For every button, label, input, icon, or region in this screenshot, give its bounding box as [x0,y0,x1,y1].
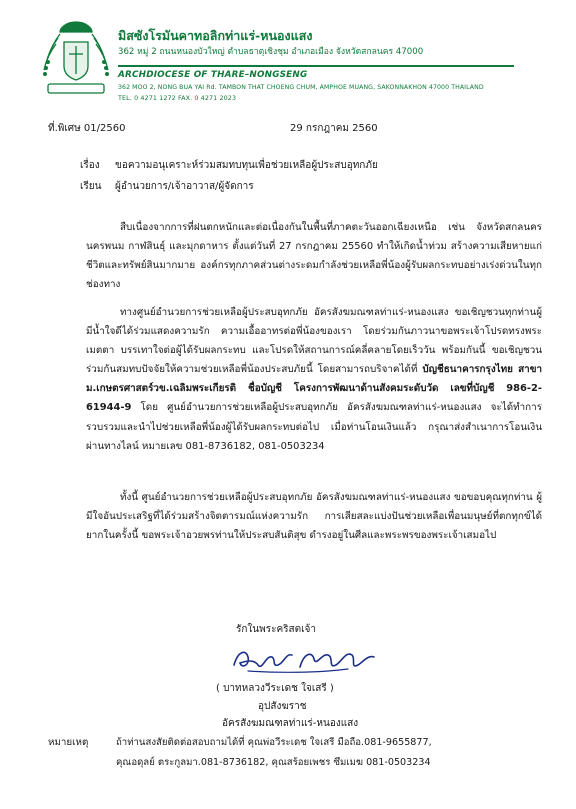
signatory-organization: อัครสังฆมณฑลท่าแร่-หนองแสง [222,718,359,729]
recipient-text: ผู้อำนวยการ/เจ้าอาวาส/ผู้จัดการ [115,181,254,192]
note-line-2: คุณอดุลย์ ตระกูลมา.081-8736182, คุณสร้อยเพชร ซึมเมฆ 081-0503234 [116,757,431,768]
signatory-title: อุปสังฆราช [258,701,307,712]
body-paragraph-3 [86,488,542,545]
body-paragraph-2 [86,303,542,456]
org-address-english: 362 MOO 2, NONG BUA YAI Rd. TAMBON THAT CHOENG CHUM, AMPHOE MUANG, SAKONNAKHON 47000 THAILAND [118,84,484,91]
note-line-1: ถ้าท่านสงสัยติดต่อสอบถามได้ที่ คุณพ่อวีระเดช ใจเสรี มือถือ.081-9655877, [116,737,432,748]
note-label: หมายเหตุ [48,737,89,748]
archdiocese-crest-icon [40,18,112,96]
body-paragraph-1 [86,218,542,294]
paragraph-1-text: สืบเนื่องจากการที่ฝนตกหนักและต่อเนื่องกันในพื้นที่ภาคตะวันออกเฉียงเหนือ เช่น จังหวัดสกลนคร นครพนม กาฬสินธุ์ และมุกดาหาร ตั้งแต่วันที่ 27 กรกฎาคม 25560 ทำให้เกิดน้ำท่วม สร้างความเสียหายแก่ชีวิตและทรัพย์สินมากมาย องค์กรทุกภาคส่วนต่างระดมกำลังช่วยเหลือพี่น้องผู้รับผลกระทบอย่างเร่งด่วนในทุกช่องทาง [86,222,542,291]
header-rule [118,65,514,67]
org-name-english: ARCHDIOCESE OF THARE–NONGSENG [118,70,308,80]
org-phone-fax: TEL. 0 4271 1272 FAX. 0 4271 2023 [118,94,237,102]
org-name-thai: มิสซังโรมันคาทอลิกท่าแร่-หนองแสง [118,28,313,43]
paragraph-2-text: ทางศูนย์อำนวยการช่วยเหลือผู้ประสบอุทกภัย อัครสังฆมณฑลท่าแร่-หนองแสง ขอเชิญชวนทุกท่านผู้มีน้ำใจดีได้ร่วมแสดงความรัก ความเอื้ออาทรต่อพี่น้องของเรา โดยร่วมกันภาวนาขอพระเจ้าโปรดทรงพระเมตตา บรรเทาใจต่อผู้ได้รับผลกระทบ และโปรดให้สถานการณ์คลี่คลายโดยเร็ววัน พร้อมกันนี้ ขอเชิญชวนร่วมกันสมทบปัจจัยให้ความช่วยเหลือพี่น้องประสบภัยนี้ โดยสามารถบริจาคได้ที่ [86,307,542,376]
paragraph-3-text: ทั้งนี้ ศูนย์อำนวยการช่วยเหลือผู้ประสบอุทกภัย อัครสังฆมณฑลท่าแร่-หนองแสง ขอขอบคุณทุกท่าน ผู้มีใจอันประเสริฐที่ได้ร่วมสร้างจิตตารมณ์แห่งความรัก การเสียสละแบ่งปันช่วยเหลือเพื่อนมนุษย์ที่ตกทุกข์ได้ยากในครั้งนี้ ขอพระเจ้าอวยพรท่านให้ประสบสันติสุข ดำรงอยู่ในศีลและพระพรของพระเจ้าเสมอไป [86,492,542,542]
document-date: 29 กรกฎาคม 2560 [290,123,378,134]
recipient-label: เรียน [80,181,102,192]
closing-salutation: รักในพระคริสตเจ้า [236,624,317,635]
document-number: ที่.พิเศษ 01/2560 [48,123,126,134]
signatory-name: ( บาทหลวงวีระเดช ใจเสรี ) [216,683,334,694]
bank-account-details: บัญชีธนาคารกรุงไทย สาขา ม.เกษตรศาสตร์วข.เฉลิมพระเกียรติ ชื่อบัญชี โครงการพัฒนาด้านสังคมระดับวัด เลขที่บัญชี 986-2-61944-9 [86,364,542,414]
paragraph-2-instructions: โดย ศูนย์อำนวยการช่วยเหลือผู้ประสบอุทกภัย อัครสังฆมณฑลท่าแร่-หนองแสง จะได้ทำการรวบรวมและนำไปช่วยเหลือพี่น้องผู้ได้รับผลกระทบต่อไป เมื่อท่านโอนเงินแล้ว กรุณาส่งสำเนาการโอนเงิน ผ่านทางไลน์ หมายเลข 081-8736182, 081-0503234 [86,402,542,452]
org-address-thai: 362 หมู่ 2 ถนนหนองบัวใหญ่ ตำบลธาตุเชิงชุม อำเภอเมือง จังหวัดสกลนคร 47000 [118,47,424,57]
subject-label: เรื่อง [80,160,100,171]
subject-text: ขอความอนุเคราะห์ร่วมสมทบทุนเพื่อช่วยเหลือผู้ประสบอุทกภัย [115,160,378,171]
handwritten-signature [228,643,378,677]
